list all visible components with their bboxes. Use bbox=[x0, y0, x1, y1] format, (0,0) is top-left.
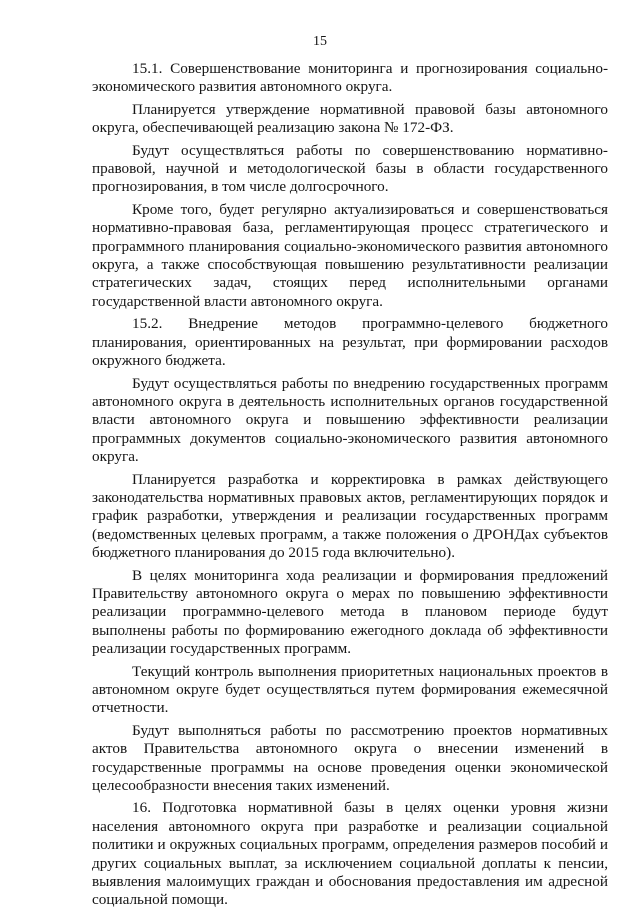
paragraph: В целях мониторинга хода реализации и формирования предложений Правительству автономного округа о мерах по повышению эффективности реализации программно-целевого метода в плановом периоде будут выполнены работы по формированию ежегодного доклада об эффективности реализации государственных программ. bbox=[92, 566, 608, 658]
paragraph-16-heading: 16. Подготовка нормативной базы в целях оценки уровня жизни населения автономного округа при разработке и реализации социальной политики и окружных социальных программ, определения размеров пособий и других социальных выплат, за исключением социальной доплаты к пенсии, выявления малоимущих граждан и обоснования предоставления им адресной социальной помощи. bbox=[92, 799, 608, 909]
paragraph: Планируется разработка и корректировка в рамках действующего законодательства нормативных правовых актов, регламентирующих порядок и график разработки, утверждения и реализации государственных программ (ведомственных целевых программ, а также положения о ДРОНДах субъектов бюджетного планирования до 2015 года включительно). bbox=[92, 470, 608, 562]
document-body bbox=[92, 60, 608, 914]
paragraph: Текущий контроль выполнения приоритетных национальных проектов в автономном округе будет осуществляться путем формирования ежемесячной отчетности. bbox=[92, 662, 608, 717]
paragraph-15-1-heading: 15.1. Совершенствование мониторинга и прогнозирования социально-экономического развития автономного округа. bbox=[92, 60, 608, 96]
paragraph: Планируется утверждение нормативной правовой базы автономного округа, обеспечивающей реализацию закона № 172-ФЗ. bbox=[92, 100, 608, 137]
paragraph-15-2-heading: 15.2. Внедрение методов программно-целевого бюджетного планирования, ориентированных на результат, при формировании расходов окружного бюджета. bbox=[92, 315, 608, 370]
paragraph: Будут осуществляться работы по внедрению государственных программ автономного округа в деятельность исполнительных органов государственной власти автономного округа и повышению эффективности реализации программных документов социально-экономического развития автономного округа. bbox=[92, 374, 608, 466]
paragraph: Будут выполняться работы по рассмотрению проектов нормативных актов Правительства автономного округа о внесении изменений в государственные программы на основе проведения оценки экономической целесообразности внесения таких изменений. bbox=[92, 721, 608, 795]
paragraph: Будут осуществляться работы по совершенствованию нормативно-правовой, научной и методологической базы в области государственного прогнозирования, в том числе долгосрочного. bbox=[92, 141, 608, 196]
paragraph: Кроме того, будет регулярно актуализироваться и совершенствоваться нормативно-правовая база, регламентирующая процесс стратегического и программного планирования социально-экономического развития автономного округа, а также способствующая повышению результативности реализации стратегических задач, стоящих перед исполнительными органами государственной власти автономного округа. bbox=[92, 200, 608, 310]
page-number: 15 bbox=[313, 34, 327, 49]
